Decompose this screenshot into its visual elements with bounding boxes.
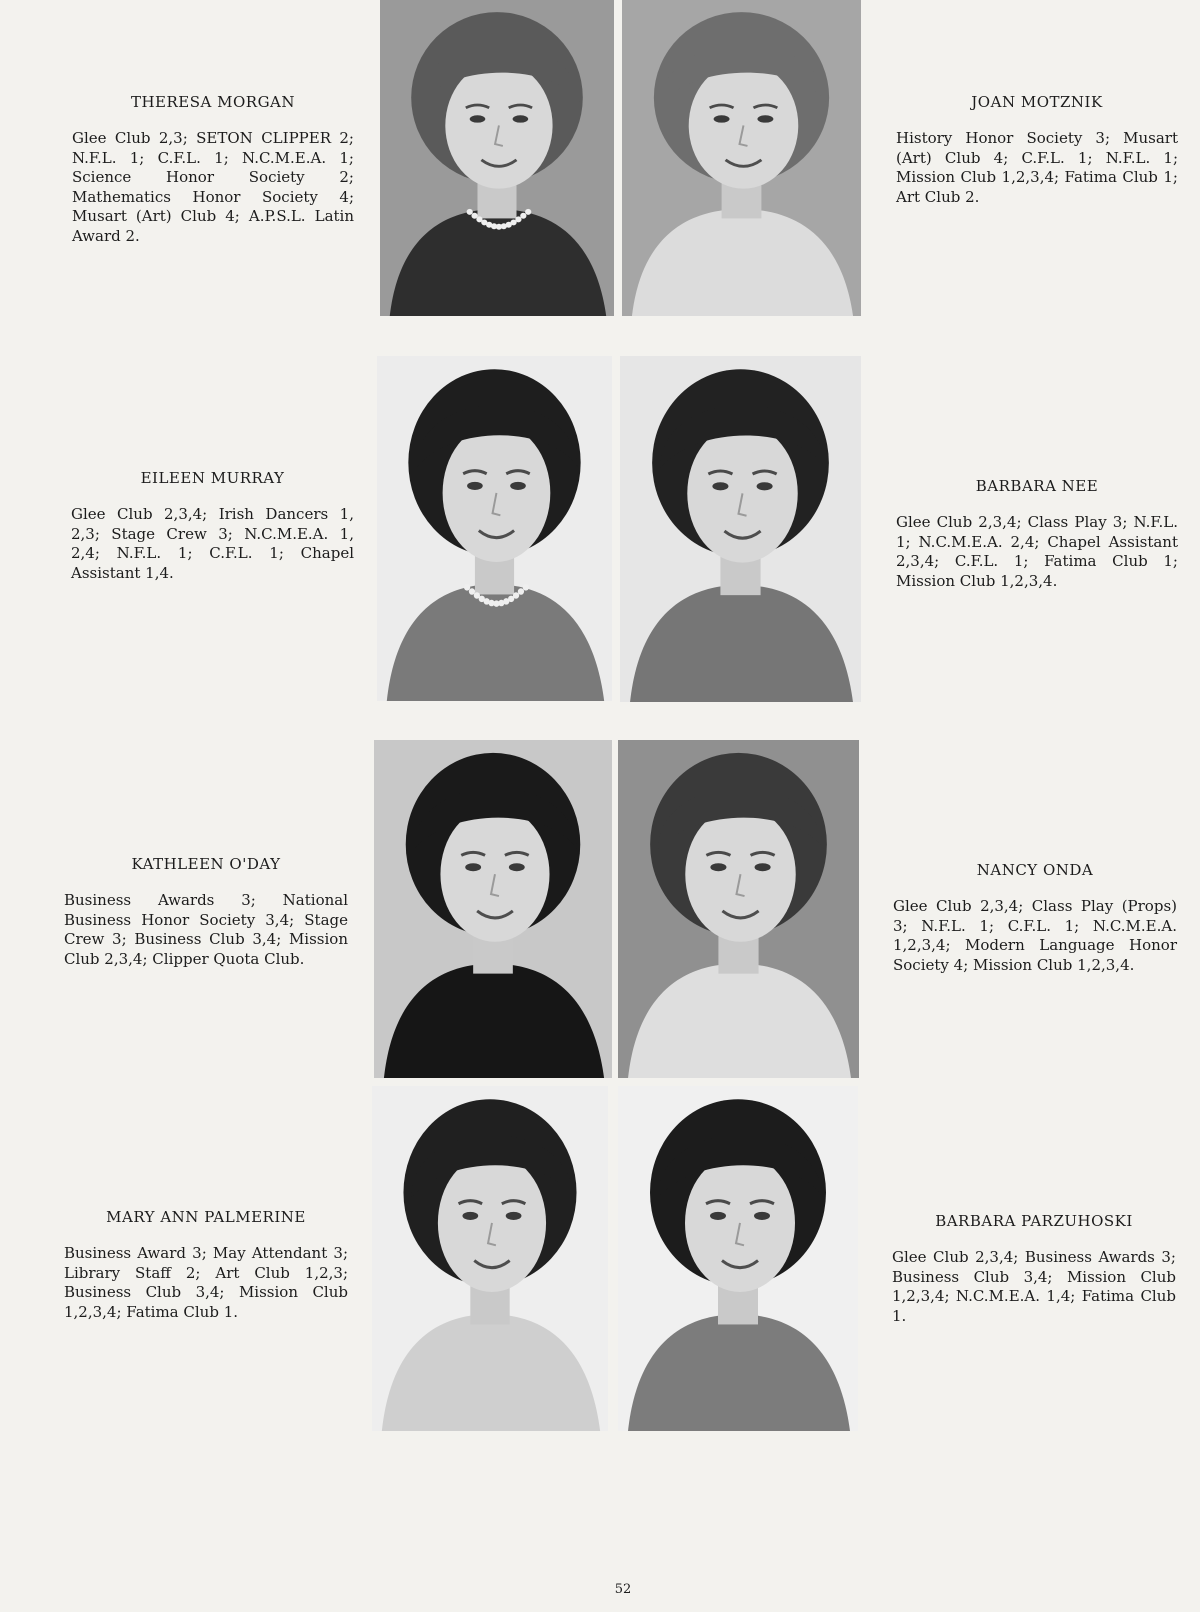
portrait-photo-barbara-nee — [620, 356, 861, 702]
portrait-photo-eileen-murray — [377, 356, 612, 701]
portrait-image — [380, 0, 614, 316]
student-entry-kathleen-oday — [64, 855, 348, 969]
student-entry-mary-ann-palmerine — [64, 1208, 348, 1322]
student-activities: Glee Club 2,3,4; Class Play (Props) 3; N.F.L. 1; C.F.L. 1; N.C.M.E.A. 1,2,3,4; Modern Language Honor Society 4; Mission Club 1,2,3,4. — [893, 897, 1177, 974]
student-entry-theresa-morgan — [72, 93, 354, 246]
student-activities: Glee Club 2,3,4; Business Awards 3; Business Club 3,4; Mission Club 1,2,3,4; N.C.M.E.A. 1,4; Fatima Club 1. — [892, 1248, 1176, 1325]
portrait-photo-theresa-morgan — [380, 0, 614, 316]
student-name: MARY ANN PALMERINE — [106, 1208, 306, 1226]
student-name: BARBARA PARZUHOSKI — [935, 1212, 1133, 1230]
student-entry-barbara-parzuhoski — [892, 1212, 1176, 1326]
portrait-photo-joan-motznik — [622, 0, 861, 316]
portrait-image — [620, 356, 861, 702]
student-activities: Glee Club 2,3,4; Irish Dancers 1, 2,3; Stage Crew 3; N.C.M.E.A. 1, 2,4; N.F.L. 1; C.F.L. 1; Chapel Assistant 1,4. — [71, 505, 354, 582]
student-name: JOAN MOTZNIK — [971, 93, 1103, 111]
portrait-image — [372, 1086, 608, 1431]
student-name: EILEEN MURRAY — [140, 469, 285, 487]
student-activities: Business Awards 3; National Business Honor Society 3,4; Stage Crew 3; Business Club 3,4; Mission Club 2,3,4; Clipper Quota Club. — [64, 891, 348, 968]
student-entry-nancy-onda — [893, 861, 1177, 975]
portrait-photo-kathleen-oday — [374, 740, 612, 1078]
portrait-image — [618, 740, 859, 1078]
portrait-image — [374, 740, 612, 1078]
student-name: NANCY ONDA — [976, 861, 1094, 879]
student-name: BARBARA NEE — [975, 477, 1099, 495]
student-entry-joan-motznik — [896, 93, 1178, 207]
portrait-photo-mary-ann-palmerine — [372, 1086, 608, 1431]
portrait-image — [377, 356, 612, 701]
student-name: THERESA MORGAN — [130, 93, 296, 111]
student-activities: Glee Club 2,3,4; Class Play 3; N.F.L. 1; N.C.M.E.A. 2,4; Chapel Assistant 2,3,4; C.F.L. 1; Fatima Club 1; Mission Club 1,2,3,4. — [896, 513, 1178, 590]
student-activities: Glee Club 2,3; SETON CLIPPER 2; N.F.L. 1; C.F.L. 1; N.C.M.E.A. 1; Science Honor Society 2; Mathematics Honor Society 4; Musart (Art) Club 4; A.P.S.L. Latin Award 2. — [72, 129, 354, 245]
page-number: 52 — [614, 1582, 632, 1597]
portrait-photo-barbara-parzuhoski — [618, 1086, 858, 1431]
student-entry-eileen-murray — [71, 469, 354, 583]
student-entry-barbara-nee — [896, 477, 1178, 591]
portrait-image — [622, 0, 861, 316]
portrait-photo-nancy-onda — [618, 740, 859, 1078]
student-activities: History Honor Society 3; Musart (Art) Club 4; C.F.L. 1; N.F.L. 1; Mission Club 1,2,3,4; Fatima Club 1; Art Club 2. — [896, 129, 1178, 206]
student-activities: Business Award 3; May Attendant 3; Library Staff 2; Art Club 1,2,3; Business Club 3,4; Mission Club 1,2,3,4; Fatima Club 1. — [64, 1244, 348, 1321]
portrait-image — [618, 1086, 858, 1431]
student-name: KATHLEEN O'DAY — [131, 855, 281, 873]
